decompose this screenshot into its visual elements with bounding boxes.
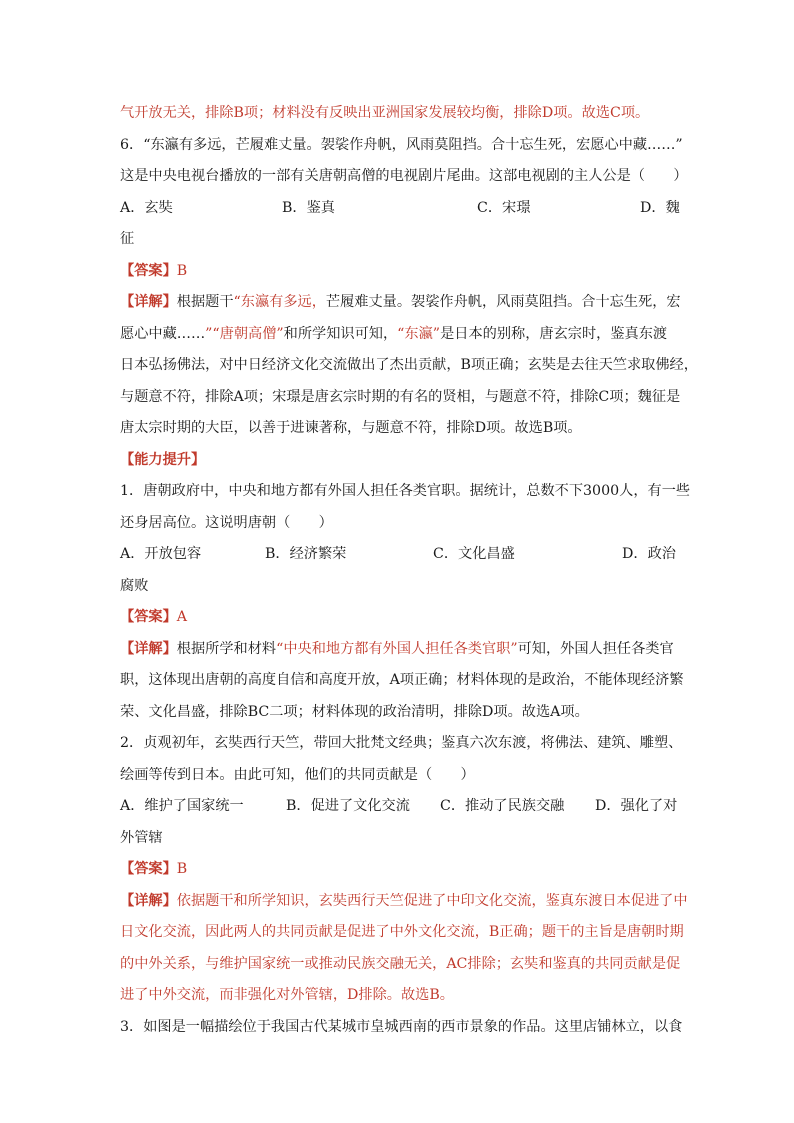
analysis-text: 是日本的别称，唐玄宗时，鉴真东渡 bbox=[440, 325, 668, 342]
answer-label: 【答案】 bbox=[120, 861, 177, 877]
n1-stem-text: 还身居高位。这说明唐朝（ ） bbox=[120, 514, 333, 531]
n2-stem-text: 2．贞观初年，玄奘西行天竺，带回大批梵文经典；鉴真六次东渡，将佛法、建筑、雕塑、 bbox=[120, 735, 683, 751]
n1-option-b: B．经济繁荣 bbox=[265, 546, 347, 562]
analysis-text: 日文化交流，因此两人的共同贡献是促进了中外文化交流，B正确；题干的主旨是唐朝时期 bbox=[120, 924, 684, 940]
n2-option-d-text: 外管辖 bbox=[120, 829, 163, 846]
n1-option-d: D．政治 bbox=[622, 546, 676, 562]
analysis-label: 【详解】 bbox=[120, 640, 177, 657]
analysis-quote: “中央和地方都有外国人担任各类官职” bbox=[276, 640, 518, 657]
n2-option-b: B．促进了文化交流 bbox=[286, 798, 410, 814]
analysis-text: 愿心中藏…… bbox=[120, 325, 206, 342]
q6-analysis-line-1 bbox=[120, 287, 680, 319]
n3-stem-line-1 bbox=[120, 1012, 683, 1044]
analysis-text: 根据所学和材料 bbox=[176, 640, 277, 657]
analysis-text: 进了中外交流，而非强化对外管辖，D排除。故选B。 bbox=[120, 987, 454, 1003]
prev-analysis-text: 气开放无关，排除B项；材料没有反映出亚洲国家发展较均衡，排除D项。故选C项。 bbox=[120, 105, 650, 121]
n3-stem-text: 3．如图是一幅描绘位于我国古代某城市皇城西南的西市景象的作品。这里店铺林立，以食 bbox=[120, 1018, 683, 1035]
analysis-text: 日本弘扬佛法，对中日经济文化交流做出了杰出贡献，B项正确；玄奘是去往天竺求取佛经， bbox=[120, 357, 698, 373]
document-page bbox=[120, 98, 698, 1043]
q6-analysis-line-3 bbox=[120, 350, 698, 382]
analysis-text: 荣、文化昌盛，排除BC二项；材料体现的政治清明，排除D项。故选A项。 bbox=[120, 703, 589, 720]
n1-analysis-line-1 bbox=[120, 634, 680, 666]
section-heading bbox=[120, 445, 680, 477]
analysis-text: 可知，外国人担任各类官 bbox=[517, 640, 674, 657]
q6-stem-line-1 bbox=[120, 130, 683, 162]
analysis-text: 芒履难丈量。袈裟作舟帆，风雨莫阻挡。合十忘生死，宏 bbox=[325, 294, 681, 310]
n1-analysis-line-3 bbox=[120, 697, 680, 729]
q6-stem-text: 这是中央电视台播放的一部有关唐朝高僧的电视剧片尾曲。这部电视剧的主人公是（ ） bbox=[120, 168, 688, 184]
analysis-text: 和所学知识可知， bbox=[283, 325, 398, 342]
n2-analysis-line-1 bbox=[120, 886, 688, 918]
n1-option-d-text: 腐败 bbox=[120, 577, 149, 594]
analysis-quote: ”“唐朝高僧” bbox=[205, 325, 284, 342]
n2-stem-text: 绘画等传到日本。由此可知，他们的共同贡献是（ ） bbox=[120, 766, 475, 783]
n2-option-d-continuation bbox=[120, 823, 680, 855]
prev-answer-continuation bbox=[120, 98, 680, 130]
n1-option-d-continuation bbox=[120, 571, 680, 603]
q6-option-c: C．宋璟 bbox=[477, 199, 531, 216]
n1-stem-text: 1．唐朝政府中，中央和地方都有外国人担任各类官职。据统计，总数不下3000人，有一些 bbox=[120, 483, 691, 499]
analysis-text: 的中外关系，与维护国家统一或推动民族交融无关，AC排除；玄奘和鉴真的共同贡献是促 bbox=[120, 955, 681, 972]
analysis-text: 依据题干和所学知识，玄奘西行天竺促进了中印文化交流，鉴真东渡日本促进了中 bbox=[176, 892, 688, 909]
n2-answer bbox=[120, 854, 680, 886]
n2-option-d: D．强化了对 bbox=[595, 798, 678, 814]
n2-stem-line-1 bbox=[120, 728, 683, 760]
n1-stem-line-2 bbox=[120, 508, 680, 540]
n2-option-a: A．维护了国家统一 bbox=[120, 798, 244, 814]
answer-label: 【答案】 bbox=[120, 609, 177, 625]
q6-stem-text: 6．“东瀛有多远，芒履难丈量。袈裟作舟帆，风雨莫阻挡。合十忘生死，宏愿心中藏……” bbox=[120, 136, 683, 153]
q6-analysis-line-5 bbox=[120, 413, 680, 445]
analysis-label: 【详解】 bbox=[120, 294, 177, 310]
answer-label: 【答案】 bbox=[120, 262, 177, 279]
n2-option-c: C．推动了民族交融 bbox=[440, 798, 565, 814]
n2-stem-line-2 bbox=[120, 760, 680, 792]
n1-analysis-line-2 bbox=[120, 665, 684, 697]
q6-analysis-line-2 bbox=[120, 319, 680, 351]
answer-value: B bbox=[176, 861, 188, 877]
analysis-quote: “东瀛有多远， bbox=[233, 294, 326, 310]
n2-analysis-line-4 bbox=[120, 980, 680, 1012]
analysis-text: 职，这体现出唐朝的高度自信和高度开放，A项正确；材料体现的是政治，不能体现经济繁 bbox=[120, 672, 684, 688]
q6-answer bbox=[120, 256, 680, 288]
q6-options bbox=[120, 193, 680, 225]
analysis-quote: “东瀛” bbox=[397, 325, 441, 342]
analysis-text: 唐太宗时期的大臣，以善于进谏著称，与题意不符，排除D项。故选B项。 bbox=[120, 420, 582, 436]
q6-option-d: D．魏 bbox=[640, 199, 680, 216]
analysis-text: 根据题干 bbox=[176, 294, 234, 310]
q6-option-d-text: 征 bbox=[120, 231, 135, 247]
q6-option-a: A．玄奘 bbox=[120, 199, 173, 216]
n1-stem-line-1 bbox=[120, 476, 691, 508]
n2-options bbox=[120, 791, 680, 823]
answer-value: A bbox=[176, 609, 188, 625]
analysis-label: 【详解】 bbox=[120, 892, 177, 909]
n2-analysis-line-3 bbox=[120, 949, 680, 981]
q6-option-d-continuation bbox=[120, 224, 680, 256]
n1-option-a: A．开放包容 bbox=[120, 546, 202, 562]
n2-analysis-line-2 bbox=[120, 917, 684, 949]
q6-stem-line-2 bbox=[120, 161, 688, 193]
n1-options bbox=[120, 539, 680, 571]
q6-analysis-line-4 bbox=[120, 382, 680, 414]
q6-option-b: B．鉴真 bbox=[282, 199, 335, 216]
analysis-text: 与题意不符，排除A项；宋璟是唐玄宗时期的有名的贤相，与题意不符，排除C项；魏征是 bbox=[120, 388, 681, 405]
n1-answer bbox=[120, 602, 680, 634]
answer-value: B bbox=[176, 262, 188, 279]
n1-option-c: C．文化昌盛 bbox=[433, 546, 515, 562]
section-title: 【能力提升】 bbox=[120, 451, 206, 468]
